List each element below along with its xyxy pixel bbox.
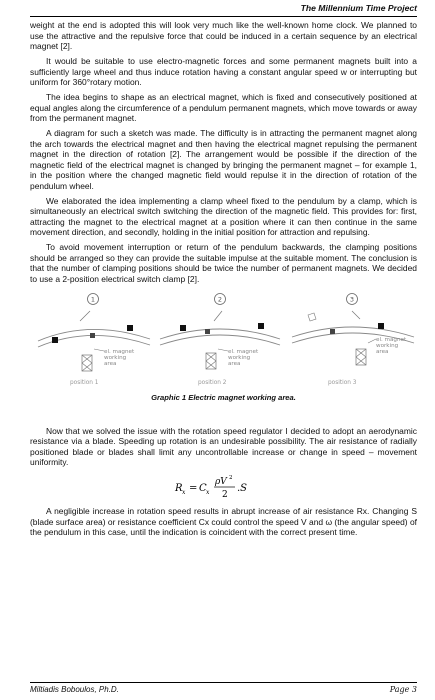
- permanent-magnet: [258, 323, 264, 329]
- paragraph-5: We elaborated the idea implementing a clamp wheel fixed to the pendulum by a clamp, which is simultaneously an electrical switch switching the direction of the magnetic field. This provides for: first, attracting the magnet to the electrical magnet at a position where it can then continue in the same movement direction, and secondly, holding in the initial position for attraction and repulsing.: [30, 195, 417, 237]
- permanent-magnet: [90, 333, 95, 338]
- figure-caption: Graphic 1 Electric magnet working area.: [151, 392, 296, 402]
- paragraph-7: Now that we solved the issue with the rotation speed regulator I decided to adopt an aerodynamic resistance via a blade. Speeding up rotation is an undesirable possibility. The air resistance of radially positioned blade or blades shall limit any uncontrollable increase or change in speed – movement uniformity.: [30, 425, 417, 467]
- permanent-magnet: [205, 329, 210, 334]
- paragraph-1: weight at the end is adopted this will look very much like the well-known home clock. We planned to use the attractive and the repulsive force that could be induced in a certain sequence by an electrical magnet [2].: [30, 20, 417, 51]
- label-line: area: [104, 360, 117, 367]
- diagram-position-2: [160, 293, 280, 386]
- position-number: 2: [217, 295, 223, 303]
- position-caption: position 1: [70, 379, 99, 386]
- electric-magnet-coil: [206, 353, 216, 369]
- label-line: el. magnet: [228, 348, 259, 355]
- paragraph-6: To avoid movement interruption or return of the pendulum backwards, the clamping positions should be arranged so they can provide the suitable impulse at the suitable moment. The conclusion is that the number of clamping positions should be twice the number of permanent magnets. We decided to use a 2-position electrical switch clamp [2].: [30, 242, 417, 284]
- formula-air-resistance: [30, 472, 417, 502]
- position-caption: position 2: [198, 379, 227, 386]
- running-header: [30, 2, 417, 17]
- electric-magnet-coil: [82, 355, 92, 371]
- label-line: working: [228, 354, 251, 361]
- label-line: el. magnet: [104, 348, 135, 355]
- permanent-magnet: [52, 337, 58, 343]
- diagram-position-3: [292, 293, 414, 386]
- permanent-magnet: [330, 329, 335, 334]
- position-caption: position 3: [328, 379, 357, 386]
- page-content: [30, 20, 417, 542]
- footer-author: Miltiadis Boboulos, Ph.D.: [30, 685, 119, 694]
- paragraph-4: A diagram for such a sketch was made. The difficulty is in attracting the permanent magnet along the arch towards the electrical magnet and then having the electrical magnet repulsing the permanent magnet in the direction of rotation [2]. The arrangement would be possible if the direction of the magnetic field of the electrical magnet is changed by bringing the permanent magnet – for example 1, in the position where the changed magnetic field would repulse it in the direction of rotation of the pendulum wheel.: [30, 128, 417, 191]
- formula-svg: [169, 472, 279, 502]
- position-number: 1: [90, 295, 96, 303]
- label-line: working: [104, 354, 127, 361]
- figure-electric-magnet: [30, 289, 417, 391]
- label-line: working: [376, 342, 399, 349]
- permanent-magnet: [378, 323, 384, 329]
- formula-lhs: R: [174, 483, 183, 494]
- diagram-position-1: [38, 293, 150, 386]
- page-footer: [30, 682, 417, 697]
- position-number: 3: [349, 295, 355, 303]
- paragraph-2: It would be suitable to use electro-magnetic forces and some permanent magnets built into a sufficiently large wheel and thus induce rotation having a constant angular speed w or interrupting but uniform for 360°rotary motion.: [30, 56, 417, 87]
- label-line: area: [376, 348, 389, 355]
- permanent-magnet: [127, 325, 133, 331]
- formula-lhs-sub: x: [181, 489, 185, 496]
- electric-magnet-coil: [356, 349, 366, 365]
- figure-diagram: [30, 289, 417, 391]
- paragraph-8: A negligible increase in rotation speed results in abrupt increase of air resistance Rx. Changing S (blade surface area) or resistance coefficient Cx could control the speed V and ω (the angular speed) of the pendulum in this case, until the indication is coincident with the correct present time.: [30, 506, 417, 537]
- formula-denominator: 2: [221, 490, 228, 500]
- header-title: The Millennium Time Project: [300, 3, 417, 13]
- formula-eq: =: [188, 483, 197, 494]
- label-line: area: [228, 360, 241, 367]
- permanent-magnet-outline: [308, 313, 316, 321]
- formula-coef-sub: x: [205, 489, 209, 496]
- formula-coef: C: [198, 483, 207, 494]
- footer-page-number: Page 3: [389, 685, 417, 694]
- label-line: el. magnet: [376, 336, 407, 343]
- formula-tail: .S: [236, 483, 247, 494]
- formula-numerator-sup: 2: [228, 475, 232, 481]
- paragraph-3: The idea begins to shape as an electrical magnet, which is fixed and consecutively positioned at equal angles along the circumference of a pendulum permanent magnets, which move towards or away from the permanent magnet.: [30, 92, 417, 123]
- permanent-magnet: [180, 325, 186, 331]
- formula-numerator: ρV: [214, 477, 227, 487]
